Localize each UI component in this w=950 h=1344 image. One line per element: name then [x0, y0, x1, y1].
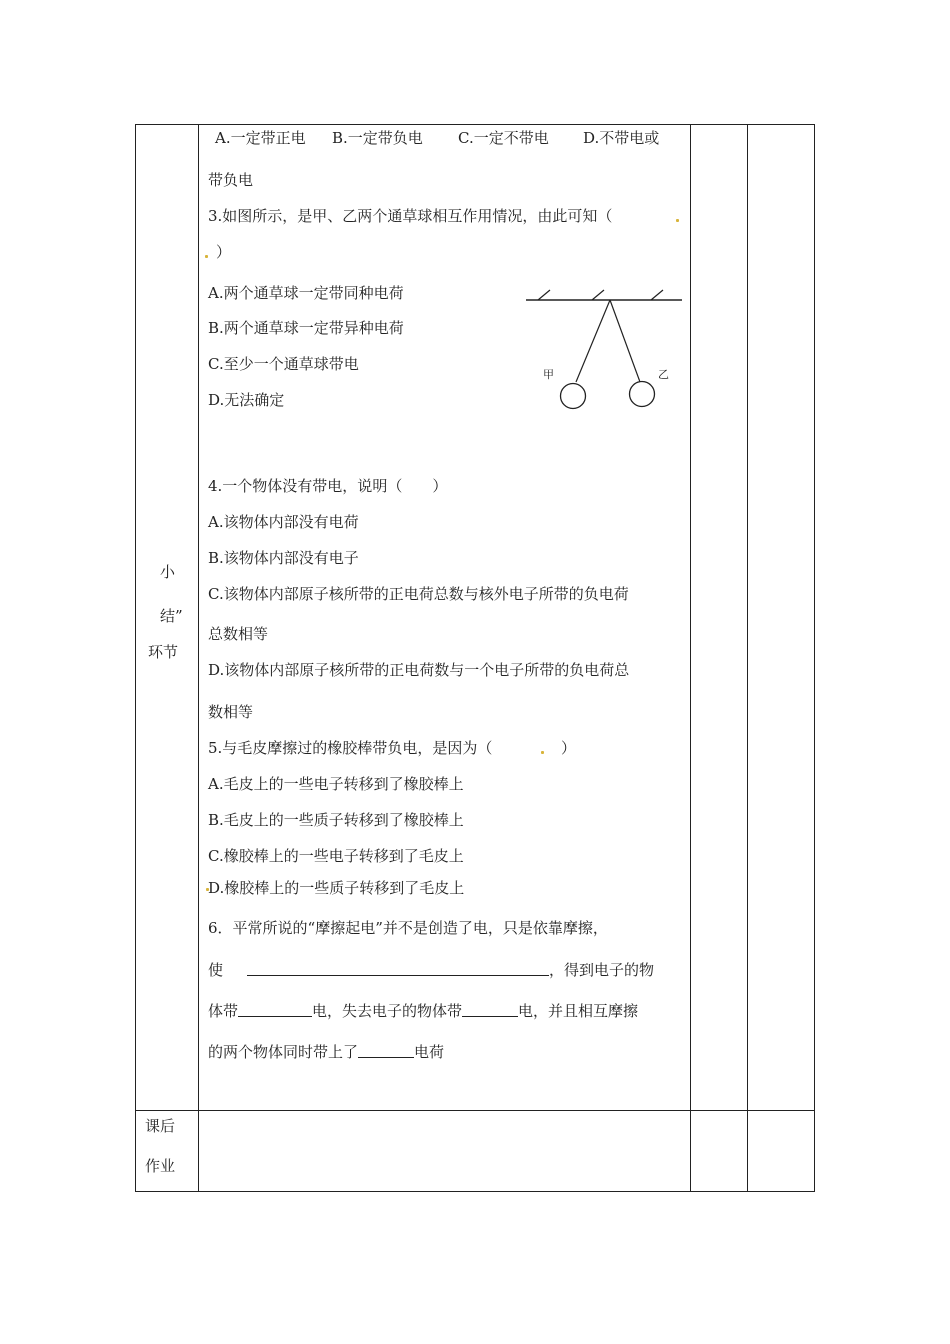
table-divider-col-3 — [690, 124, 691, 1192]
q3-stem-close: ） — [216, 243, 232, 261]
table-divider-label-col — [198, 124, 199, 1192]
q4-option-c-cont: 总数相等 — [208, 625, 269, 643]
summary-label-line2: 结” — [160, 607, 183, 625]
left-thread — [576, 300, 610, 382]
q6-line3-mid: 电，失去电子的物体带 — [312, 1002, 463, 1020]
q5-stem: 5.与毛皮摩擦过的橡胶棒带负电，是因为（ — [208, 739, 493, 757]
q2-option-d: D.不带电或 — [583, 129, 660, 147]
q6-blank-3[interactable] — [462, 1002, 518, 1017]
q2-option-c: C.一定不带电 — [458, 129, 549, 147]
q5-marker — [541, 751, 544, 754]
q6-line4 — [208, 1042, 444, 1062]
table-row-divider — [135, 1110, 815, 1111]
q6-line2 — [208, 960, 654, 980]
q2-option-b: B.一定带负电 — [332, 129, 423, 147]
q3-option-c: C.至少一个通草球带电 — [208, 355, 359, 373]
q6-blank-1[interactable] — [247, 961, 549, 976]
q3-option-d: D.无法确定 — [208, 391, 285, 409]
q4-option-c: C.该物体内部原子核所带的正电荷总数与核外电子所带的负电荷 — [208, 585, 629, 603]
q5-stem-close: ） — [561, 739, 577, 757]
q6-line4-pre: 的两个物体同时带上了 — [208, 1043, 359, 1061]
ceiling-hatch-1 — [538, 290, 550, 300]
q4-option-d-cont: 数相等 — [208, 703, 254, 721]
q3-marker-2 — [205, 255, 208, 258]
q3-option-a: A.两个通草球一定带同种电荷 — [208, 284, 404, 302]
q6-line3 — [208, 1001, 638, 1021]
right-ball-label: 乙 — [658, 368, 669, 381]
q4-option-b: B.该物体内部没有电子 — [208, 549, 359, 567]
q6-line1: 6．平常所说的“摩擦起电”并不是创造了电，只是依靠摩擦， — [208, 919, 608, 937]
q5-option-d: D.橡胶棒上的一些质子转移到了毛皮上 — [208, 879, 465, 897]
q6-line3-post: 电，并且相互摩擦 — [518, 1002, 639, 1020]
right-ball — [630, 382, 655, 407]
q3-option-b: B.两个通草球一定带异种电荷 — [208, 319, 404, 337]
left-ball — [561, 384, 586, 409]
ceiling-hatch-3 — [651, 290, 663, 300]
homework-label-line1: 课后 — [145, 1117, 176, 1135]
pith-ball-figure — [520, 280, 690, 415]
q3-stem: 3.如图所示，是甲、乙两个通草球相互作用情况，由此可知（ — [208, 207, 613, 225]
q6-line2-post: ，得到电子的物 — [549, 961, 655, 979]
table-divider-col-4 — [747, 124, 748, 1192]
summary-label-line1: 小 — [160, 563, 176, 581]
ceiling-hatch-2 — [592, 290, 604, 300]
q2-option-d-cont: 带负电 — [208, 171, 254, 189]
q6-line2-pre: 使 — [208, 961, 224, 979]
q6-blank-4[interactable] — [358, 1043, 414, 1058]
summary-label-line3: 环节 — [148, 643, 179, 661]
q3-marker-1 — [676, 219, 679, 222]
left-ball-label: 甲 — [543, 368, 554, 381]
right-thread — [610, 300, 640, 382]
q6-line4-post: 电荷 — [414, 1043, 445, 1061]
homework-label-line2: 作业 — [145, 1157, 176, 1175]
q4-stem: 4.一个物体没有带电，说明（ ） — [208, 477, 448, 495]
q4-option-a: A.该物体内部没有电荷 — [208, 513, 359, 531]
q2-option-a: A.一定带正电 — [215, 129, 306, 147]
q6-line3-pre: 体带 — [208, 1002, 239, 1020]
q5-option-c: C.橡胶棒上的一些电子转移到了毛皮上 — [208, 847, 464, 865]
q6-blank-2[interactable] — [238, 1002, 312, 1017]
q5-option-b: B.毛皮上的一些质子转移到了橡胶棒上 — [208, 811, 464, 829]
q4-option-d: D.该物体内部原子核所带的正电荷数与一个电子所带的负电荷总 — [208, 661, 630, 679]
q5-option-a: A.毛皮上的一些电子转移到了橡胶棒上 — [208, 775, 464, 793]
